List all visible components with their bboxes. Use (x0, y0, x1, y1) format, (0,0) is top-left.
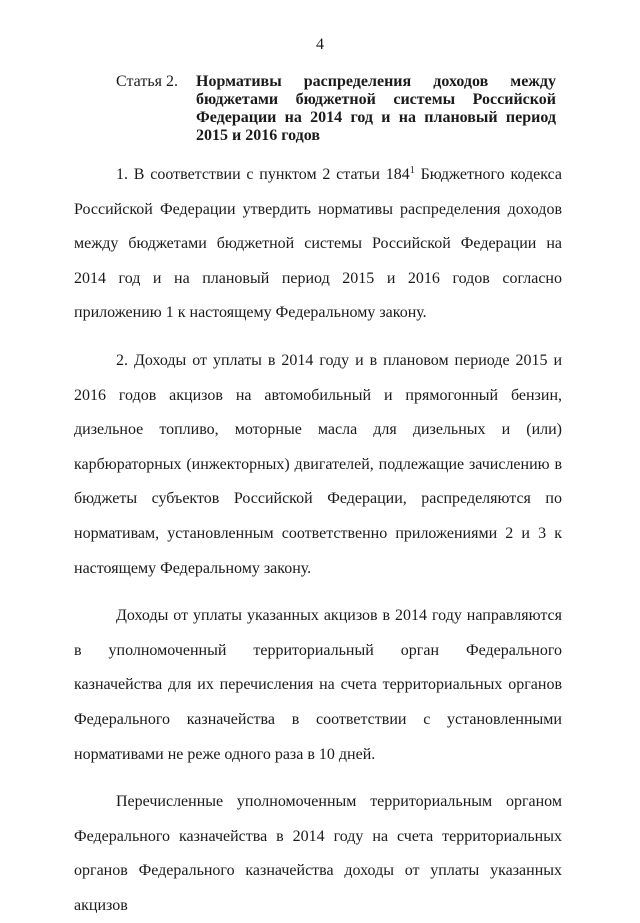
paragraph-1 (74, 158, 562, 331)
paragraph-1-text-end: Бюджетного кодекса Российской Федерации утвердить нормативы распределения доходов между бюджетами бюджетной системы Российской Федерации на 2014 год и на плановый период 2015 и 2016 годов согласно приложению 1 к настоящему Федеральному закону. (74, 166, 562, 322)
article-body (74, 158, 562, 923)
article-title: Нормативы распределения доходов между бюджетами бюджетной системы Российской Федерации на 2014 год и на плановый период 2015 и 2016 годов (196, 73, 556, 144)
paragraph-3: Доходы от уплаты указанных акцизов в 2014 году направляются в уполномоченный территориальный орган Федерального казначейства для их перечисления на счета территориальных органов Федерального казначейства в соответствии с установленными нормативами не реже одного раза в 10 дней. (74, 607, 562, 763)
article-label: Статья 2. (116, 73, 178, 90)
paragraph-4: Перечисленные уполномоченным территориальным органом Федерального казначейства в 2014 году на счета территориальных органов Федерального казначейства доходы от уплаты указанных акцизов (74, 793, 562, 914)
page-number: 4 (316, 36, 324, 53)
article-superscript: 1 (409, 165, 415, 176)
paragraph-1-text-start: 1. В соответствии с пунктом 2 статьи 184 (116, 166, 410, 183)
paragraph-2: 2. Доходы от уплаты в 2014 году и в плановом периоде 2015 и 2016 годов акцизов на автомобильный и прямогонный бензин, дизельное топливо, моторные масла для дизельных и (или) карбюраторных (инжекторных) двигателей, подлежащие зачислению в бюджеты субъектов Российской Федерации, распределяются по нормативам, установленным соответственно приложениями 2 и 3 к настоящему Федеральному закону. (74, 351, 562, 577)
